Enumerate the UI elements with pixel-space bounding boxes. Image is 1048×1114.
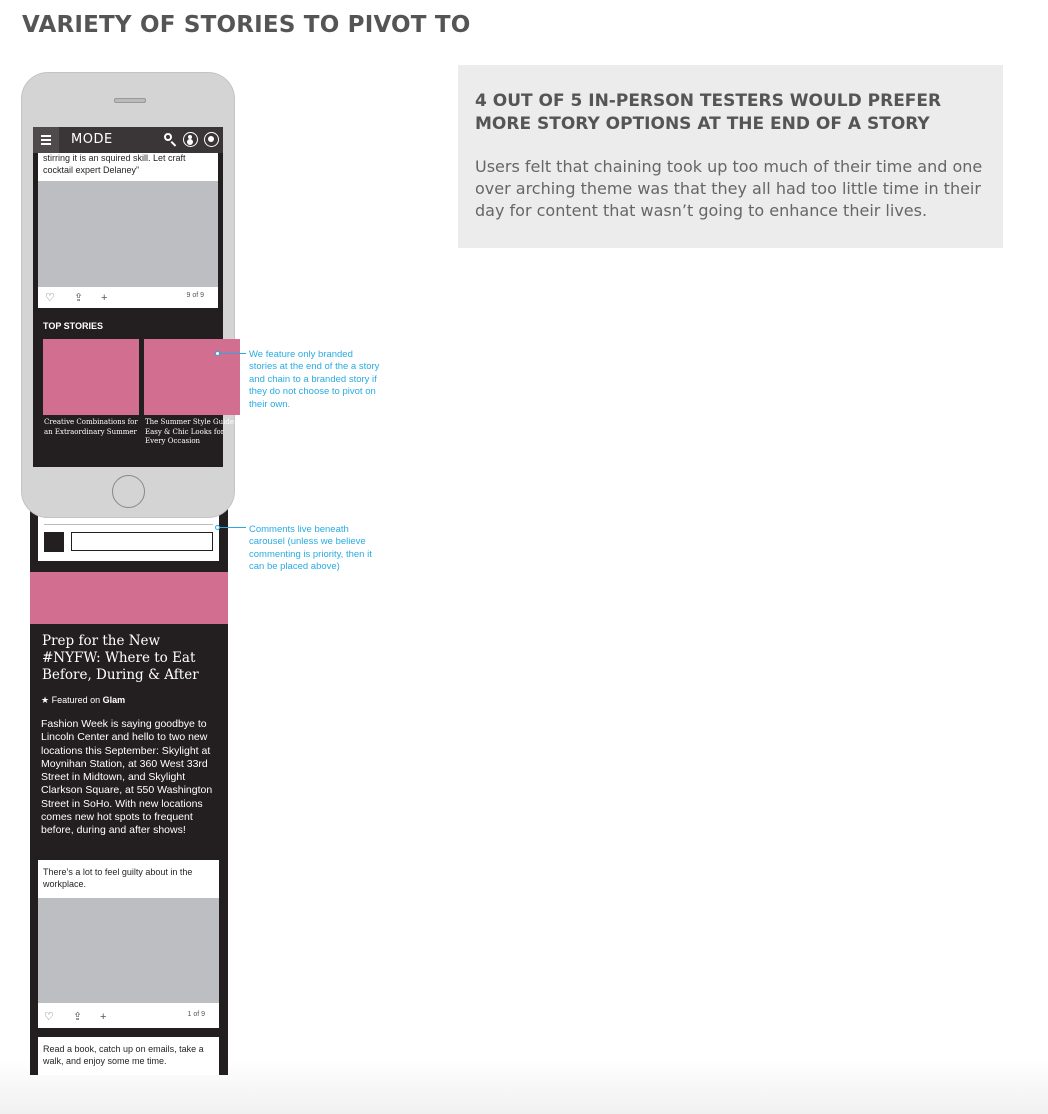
add-icon[interactable]: + [101, 292, 108, 304]
add-icon[interactable]: + [100, 1011, 107, 1023]
home-button[interactable] [112, 475, 145, 508]
phone-speaker [114, 98, 146, 103]
menu-icon[interactable] [33, 127, 59, 153]
comment-input[interactable] [71, 532, 213, 551]
carousel-tile[interactable] [144, 339, 240, 415]
divider [44, 524, 213, 525]
heart-icon[interactable]: ♡ [44, 1011, 54, 1023]
carousel-tile[interactable] [43, 339, 139, 415]
search-icon[interactable] [163, 132, 178, 147]
top-stories-label: TOP STORIES [43, 321, 104, 331]
phone-screen[interactable] [33, 127, 237, 467]
story-card[interactable] [38, 860, 219, 1028]
featured-on-label [41, 695, 125, 706]
annotation-leader [219, 527, 246, 528]
story-card[interactable] [38, 1037, 219, 1075]
featured-source-link[interactable]: Glam [102, 695, 126, 705]
carousel-caption[interactable]: Creative Combinations for an Extraordinary Summer [44, 418, 138, 436]
finding-heading: 4 OUT OF 5 IN-PERSON TESTERS WOULD PREFER MORE STORY OPTIONS AT THE END OF A STORY [475, 91, 942, 134]
share-icon[interactable]: ⇪ [73, 1011, 83, 1023]
annotation-branded-stories: We feature only branded stories at the end of the a story and chain to a branded story if they do not choose to pivot on their own. [249, 349, 380, 410]
finding-body: Users felt that chaining took up too much of their time and one over arching theme was that they all had too little time in their day for content that wasn’t going to enhance their lives. [475, 157, 983, 220]
story-card-text: Read a book, catch up on emails, take a walk, and enjoy some me time. [43, 1044, 204, 1066]
story-card[interactable] [38, 153, 218, 308]
card-action-bar [38, 287, 218, 309]
story-scroll-strip[interactable] [30, 480, 228, 1075]
app-navbar [33, 127, 223, 153]
story-body: Fashion Week is saying goodbye to Lincoln Center and hello to two new locations this September: Skylight at Moynihan Station, at 360 West 33rd Street in Midtown, and Skylight Clarkson Square, at 550 Washington Street in SoHo. With new locations comes new hot spots to frequent before, during and after shows! [41, 718, 213, 837]
story-card-text: stirring it is an squired skill. Let craft cocktail expert Delaney” [43, 153, 186, 175]
finding-callout [458, 65, 1003, 248]
annotation-comments: Comments live beneath carousel (unless we believe commenting is priority, then it can be placed above) [249, 524, 372, 573]
camera-icon[interactable] [204, 132, 219, 147]
card-action-bar [38, 1006, 219, 1028]
phone-mockup [21, 72, 235, 518]
card-count: 9 of 9 [186, 292, 204, 299]
star-icon: ★ [41, 695, 50, 705]
story-hero-image[interactable] [30, 572, 228, 624]
annotation-leader [219, 353, 246, 354]
story-card-text: There’s a lot to feel guilty about in the workplace. [43, 867, 193, 889]
featured-prefix: Featured on [51, 695, 101, 705]
app-title[interactable]: MODE [71, 132, 113, 147]
story-headline[interactable]: Prep for the New #NYFW: Where to Eat Before, During & After [42, 633, 199, 683]
user-icon[interactable] [183, 132, 198, 147]
page-title: VARIETY OF STORIES TO PIVOT TO [22, 12, 471, 38]
card-count: 1 of 9 [187, 1011, 205, 1018]
story-card-image[interactable] [38, 898, 219, 1003]
heart-icon[interactable]: ♡ [45, 292, 55, 304]
carousel-caption[interactable]: The Summer Style Guide: Easy & Chic Looks for Every Occasion [145, 418, 237, 445]
story-card-image[interactable] [38, 181, 218, 287]
share-icon[interactable]: ⇪ [74, 292, 84, 304]
avatar [44, 532, 64, 552]
